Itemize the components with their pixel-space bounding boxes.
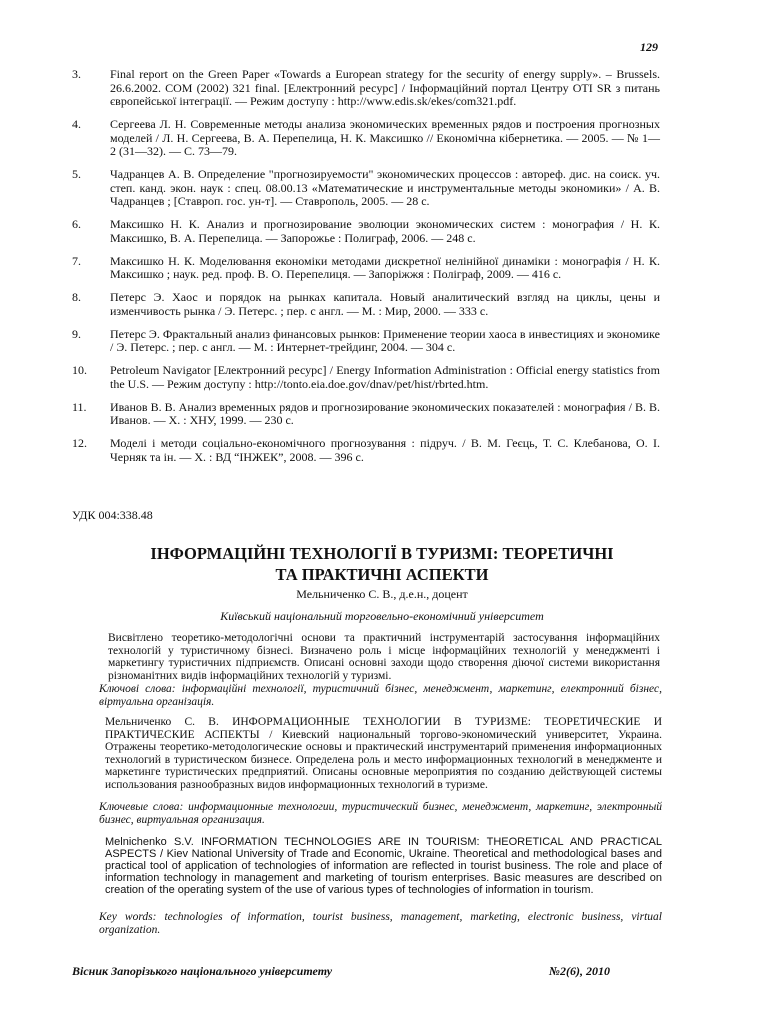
keywords-russian: Ключевые слова: информационные технологии, туристический бизнес, менеджмент, маркетинг, электронный бизнес, виртуальная организация. (99, 801, 662, 826)
udc-code: УДК 004:338.48 (72, 508, 153, 522)
reference-text: Чадранцев А. В. Определение "прогнозируемости" экономических процессов : автореф. дис. на соиск. уч. степ. канд. экон. наук : спец. 08.00.13 «Математические и инструментальные методы экономики» / А. В. Чадранцев ; [Ставроп. гос. ун-т]. — Ставрополь, 2005. — 28 с. (110, 167, 660, 208)
reference-item (72, 328, 660, 355)
reference-number: 4. (72, 117, 81, 131)
title-line-2: ТА ПРАКТИЧНІ АСПЕКТИ (275, 565, 489, 584)
reference-text: Петерс Э. Хаос и порядок на рынках капитала. Новый аналитический взгляд на циклы, цены и изменчивость рынка / Э. Петерс. ; пер. с англ. — М. : Мир, 2000. — 333 с. (110, 290, 660, 318)
reference-number: 12. (72, 436, 87, 450)
abstract-english: Melnichenko S.V. INFORMATION TECHNOLOGIES ARE IN TOURISM: THEORETICAL AND PRACTICAL ASPECTS / Kiev National University of Trade and Economic, Ukraine. Theoretical and methodological bases and practical tool of application of technologies of information are reflected in tourist business. The role and place of information technology in management and marketing of tourism enterprises. Basic measures are described on creation of the operating system of the use of various types of technologies of information in tourism. (105, 836, 662, 896)
reference-item (72, 68, 660, 109)
reference-number: 9. (72, 326, 81, 341)
abstract-russian: Мельниченко С. В. ИНФОРМАЦИОННЫЕ ТЕХНОЛОГИИ В ТУРИЗМЕ: ТЕОРЕТИЧЕСКИЕ И ПРАКТИЧЕСКИЕ АСПЕКТЫ / Киевский национальный торгово-экономический университет, Украина. Отражены теоретико-методологические основы и практический инструментарий применения информационных технологий в туристическом бизнесе. Определена роль и место информационных технологий в менеджменте и маркетинге туристических предприятий. Описаны основные мероприятия по созданию действующей системы использования разнообразных видов информационных технологий в туризме. (105, 716, 662, 791)
reference-item (72, 401, 660, 428)
reference-number: 10. (72, 363, 87, 377)
reference-item (72, 168, 660, 209)
reference-number: 11. (72, 399, 87, 414)
reference-text: Final report on the Green Paper «Towards a European strategy for the security of energy supply». – Brussels. 26.6.2002. COM (2002) 321 final. [Електронний ресурс] / Інформаційний портал Центру ОТІ SR з питань європейської інтеграції. — Режим доступу : http://www.edis.sk/ekes/com321.pdf. (110, 67, 660, 108)
reference-number: 5. (72, 167, 81, 181)
reference-text: Моделі і методи соціально-економічного прогнозування : підруч. / В. М. Геєць, Т. С. Клебанова, О. І. Черняк та ін. — Х. : ВД “ІНЖЕК”, 2008. — 396 с. (110, 436, 660, 464)
title-line-1: ІНФОРМАЦІЙНІ ТЕХНОЛОГІЇ В ТУРИЗМІ: ТЕОРЕТИЧНІ (150, 544, 614, 563)
reference-item (72, 218, 660, 245)
author: Мельниченко С. В., д.е.н., доцент (296, 587, 468, 601)
reference-text: Petroleum Navigator [Електронний ресурс] / Energy Information Administration : Official energy statistics from the U.S. — Режим доступу : http://tonto.eia.doe.gov/dnav/pet/hist/rbrted.htm. (110, 363, 660, 391)
reference-number: 6. (72, 217, 81, 231)
reference-text: Сергеева Л. Н. Современные методы анализа экономических временных рядов и построения прогнозных моделей / Л. Н. Сергеева, В. А. Перепелица, Н. К. Максишко // Економічна кібернетика. — 2005. — № 1—2 (31—32). — С. 73—79. (110, 117, 660, 158)
reference-item (72, 364, 660, 391)
reference-item (72, 255, 660, 282)
keywords-ukrainian: Ключові слова: інформаційні технології, туристичний бізнес, менеджмент, маркетинг, електронний бізнес, віртуальна організація. (99, 683, 662, 708)
issue-number: №2(6), 2010 (549, 964, 610, 978)
affiliation: Київський національний торговельно-економічний університет (220, 609, 544, 623)
abstract-ukrainian: Висвітлено теоретико-методологічні основи та практичний інструментарій застосування інформаційних технологій у туристичному бізнесі. Визначено роль і місце інформаційних технологій у менеджменті і маркетингу туристичних підприємств. Описані основні заходи щодо створення діючої системи використання різноманітних видів інформаційних технологій у туризмі. (108, 632, 660, 682)
reference-number: 7. (72, 253, 81, 268)
reference-item (72, 437, 660, 464)
journal-name: Вісник Запорізького національного університету (72, 964, 333, 978)
reference-text: Максишко Н. К. Моделювання економіки методами дискретної нелінійної динаміки : монографія / Н. К. Максишко ; наук. ред. проф. В. О. Перепелиця. — Запоріжжя : Поліграф, 2009. — 416 с. (110, 253, 660, 281)
reference-text: Петерс Э. Фрактальный анализ финансовых рынков: Применение теории хаоса в инвестициях и экономике / Э. Петерс. ; пер. с англ. — М. : Интернет-трейдинг, 2004. — 304 с. (110, 326, 660, 354)
reference-list (72, 68, 660, 474)
page-footer (72, 964, 610, 979)
reference-number: 3. (72, 67, 81, 81)
page-number: 129 (640, 40, 658, 54)
reference-text: Максишко Н. К. Анализ и прогнозирование эволюции экономических систем : монография / Н. К. Максишко, В. А. Перепелица. — Запорожье : Полиграф, 2006. — 248 с. (110, 217, 660, 245)
reference-item (72, 291, 660, 318)
keywords-english: Key words: technologies of information, tourist business, management, marketing, electronic business, virtual organization. (99, 911, 662, 936)
reference-text: Иванов В. В. Анализ временных рядов и прогнозирование экономических показателей : монография / В. В. Иванов. — Х. : ХНУ, 1999. — 230 с. (110, 399, 660, 427)
article-title (72, 543, 692, 585)
reference-item (72, 118, 660, 159)
reference-number: 8. (72, 290, 81, 304)
